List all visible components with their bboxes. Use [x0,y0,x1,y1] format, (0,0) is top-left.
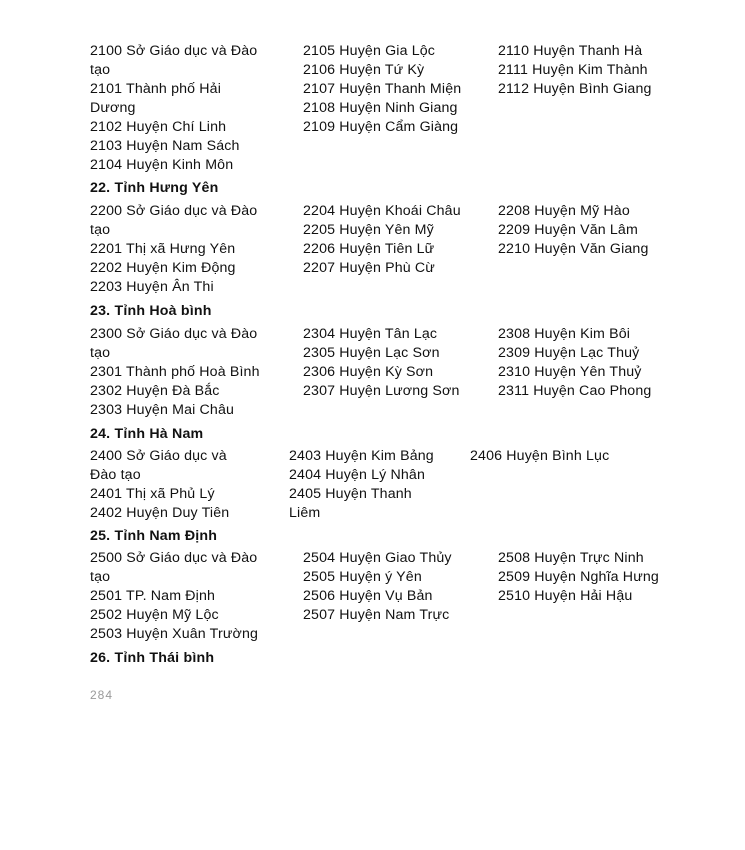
list-item: 2302 Huyện Đà Bắc [90,383,220,399]
list-item: tạo [90,222,111,238]
list-item: 2403 Huyện Kim Bảng [289,448,434,464]
list-item: 2301 Thành phố Hoà Bình [90,364,260,380]
block-2-col-1 [303,325,460,401]
block-2-col-0 [90,325,260,420]
list-item: Đào tạo [90,467,141,483]
list-item: 2100 Sở Giáo dục và Đào [90,43,258,59]
list-item: 2102 Huyện Chí Linh [90,119,227,135]
block-3-col-1 [289,447,434,523]
list-item: 2509 Huyện Nghĩa Hưng [498,569,659,585]
list-item: 2404 Huyện Lý Nhân [289,467,425,483]
list-item: 2108 Huyện Ninh Giang [303,100,458,116]
list-item: 2105 Huyện Gia Lộc [303,43,436,59]
list-item: 2103 Huyện Nam Sách [90,138,240,154]
list-item: 2502 Huyện Mỹ Lộc [90,607,219,623]
list-item: 2206 Huyện Tiên Lữ [303,241,435,257]
list-item: tạo [90,62,111,78]
list-item: 2203 Huyện Ân Thi [90,279,214,295]
list-item: 2210 Huyện Văn Giang [498,241,649,257]
list-item: 2306 Huyện Kỳ Sơn [303,364,434,380]
list-item: 2112 Huyện Bình Giang [498,81,652,97]
list-item: 2300 Sở Giáo dục và Đào [90,326,258,342]
page-number: 284 [90,688,114,702]
list-item: 2201 Thị xã Hưng Yên [90,241,236,257]
list-item: 2506 Huyện Vụ Bản [303,588,433,604]
list-item: 2207 Huyện Phù Cừ [303,260,435,276]
list-item: 2307 Huyện Lương Sơn [303,383,460,399]
list-item: 2504 Huyện Giao Thủy [303,550,452,566]
block-4-col-0 [90,549,258,644]
list-item: tạo [90,569,111,585]
list-item: 2311 Huyện Cao Phong [498,383,652,399]
list-item: 2507 Huyện Nam Trực [303,607,450,623]
list-item: 2204 Huyện Khoái Châu [303,203,461,219]
block-3-col-2 [470,447,609,466]
block-0-col-1 [303,42,461,137]
list-item: 2106 Huyện Tứ Kỳ [303,62,425,78]
section-heading: 26. Tỉnh Thái bình [90,650,215,666]
block-2-col-2 [498,325,651,401]
block-4-col-1 [303,549,452,625]
list-item: 2400 Sở Giáo dục và [90,448,227,464]
list-item: 2308 Huyện Kim Bôi [498,326,631,342]
list-item: 2104 Huyện Kinh Môn [90,157,234,173]
list-item: 2205 Huyện Yên Mỹ [303,222,434,238]
list-item: Liêm [289,505,321,521]
list-item: 2501 TP. Nam Định [90,588,216,604]
list-item: 2110 Huyện Thanh Hà [498,43,643,59]
list-item: 2500 Sở Giáo dục và Đào [90,550,258,566]
list-item: 2208 Huyện Mỹ Hào [498,203,630,219]
list-item: 2101 Thành phố Hải [90,81,222,97]
list-item: tạo [90,345,111,361]
section-heading: 22. Tỉnh Hưng Yên [90,180,219,196]
list-item: 2510 Huyện Hải Hậu [498,588,633,604]
list-item: 2508 Huyện Trực Ninh [498,550,644,566]
block-1-col-1 [303,202,461,278]
block-4-col-2 [498,549,659,606]
list-item: 2304 Huyện Tân Lạc [303,326,438,342]
list-item: 2202 Huyện Kim Động [90,260,236,276]
list-item: 2305 Huyện Lạc Sơn [303,345,440,361]
list-item: 2303 Huyện Mai Châu [90,402,235,418]
list-item: 2309 Huyện Lạc Thuỷ [498,345,640,361]
list-item: 2406 Huyện Bình Lục [470,448,610,464]
list-item: 2405 Huyện Thanh [289,486,412,502]
list-item: 2107 Huyện Thanh Miện [303,81,462,97]
list-item: 2402 Huyện Duy Tiên [90,505,230,521]
list-item: 2111 Huyện Kim Thành [498,62,648,78]
block-1-col-0 [90,202,257,297]
block-1-col-2 [498,202,649,259]
list-item: 2310 Huyện Yên Thuỷ [498,364,642,380]
block-3-col-0 [90,447,229,523]
section-heading: 23. Tỉnh Hoà bình [90,303,212,319]
list-item: 2200 Sở Giáo dục và Đào [90,203,258,219]
list-item: 2109 Huyện Cẩm Giàng [303,119,459,135]
list-item: 2505 Huyện ý Yên [303,569,422,585]
list-item: Dương [90,100,136,116]
list-item: 2503 Huyện Xuân Trường [90,626,259,642]
section-heading: 24. Tỉnh Hà Nam [90,426,204,442]
list-item: 2209 Huyện Văn Lâm [498,222,638,238]
section-heading: 25. Tỉnh Nam Định [90,528,218,544]
block-0-col-2 [498,42,652,99]
block-0-col-0 [90,42,257,175]
list-item: 2401 Thị xã Phủ Lý [90,486,215,502]
